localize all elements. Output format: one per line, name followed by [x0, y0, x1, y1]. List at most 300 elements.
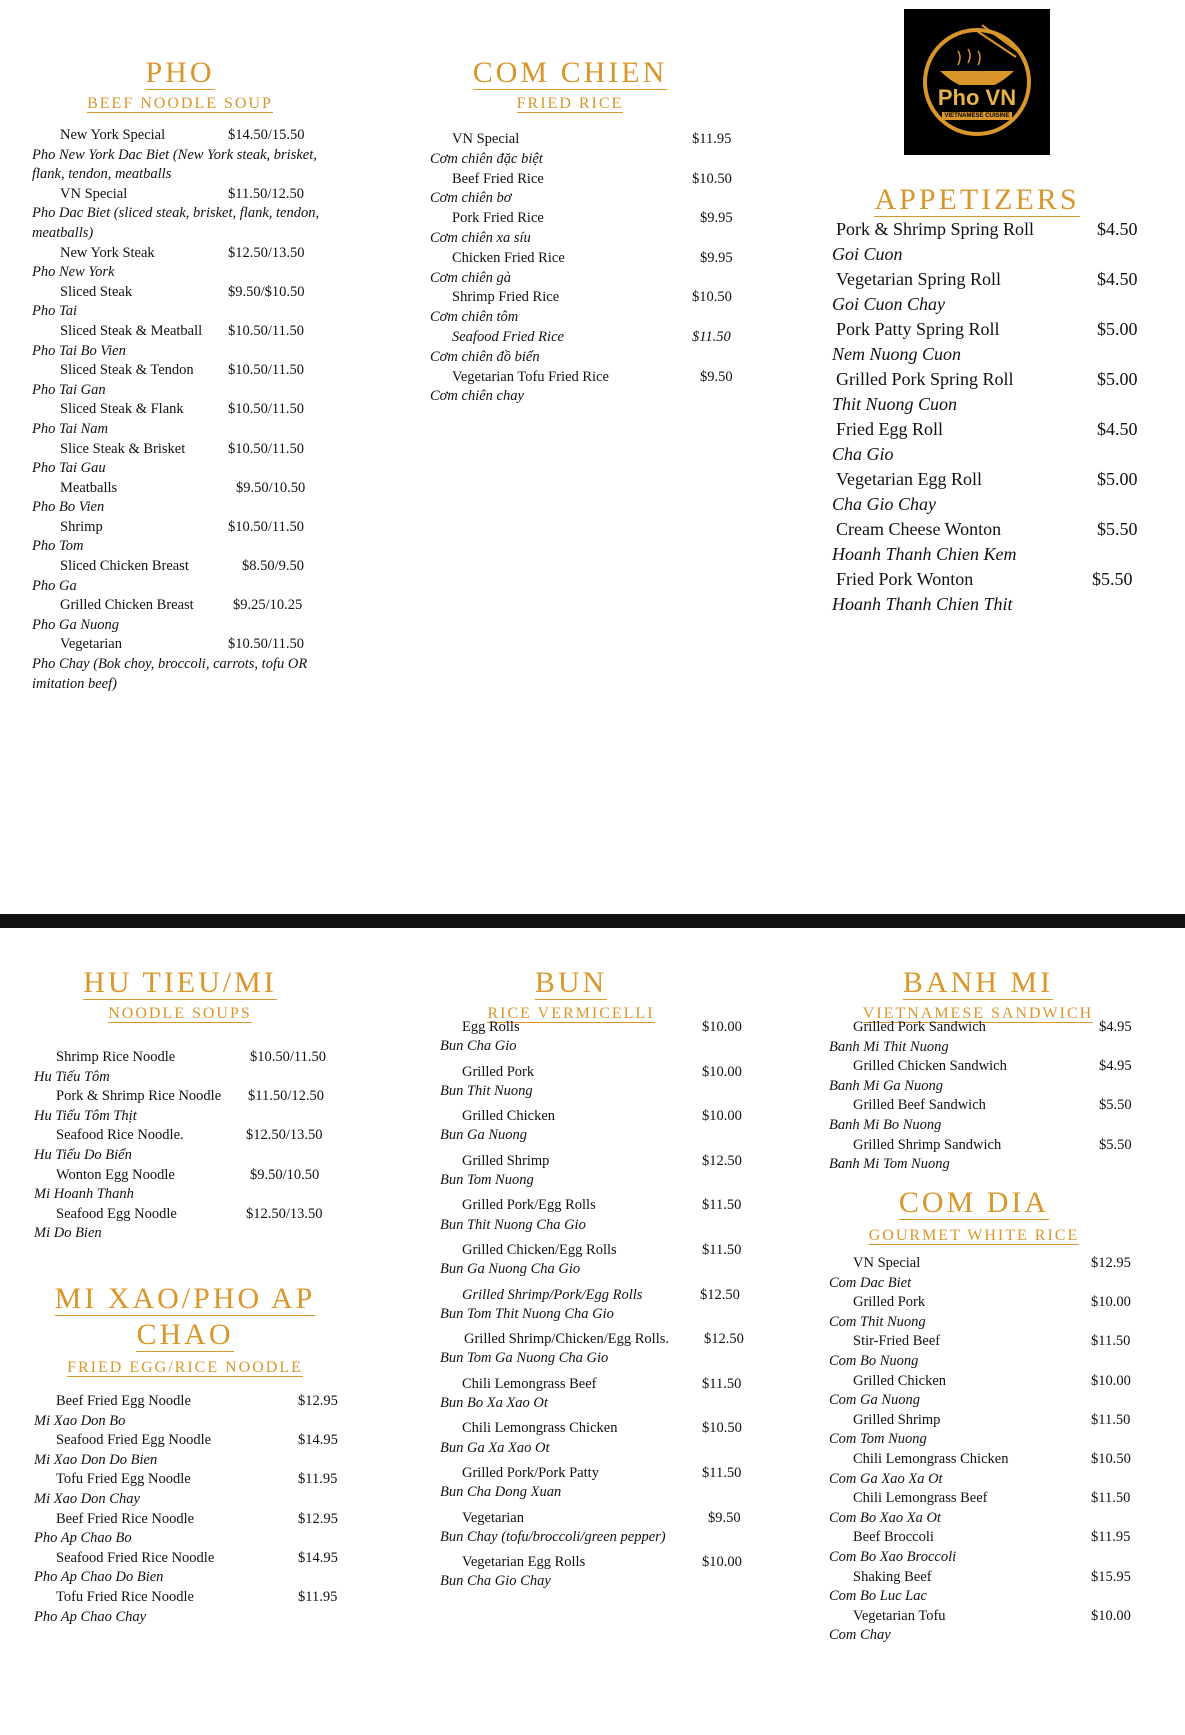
item-name: Tofu Fried Egg Noodle [56, 1471, 191, 1488]
item-name: Grilled Pork Spring Roll [836, 369, 1014, 389]
section-subtitle: VIETNAMESE SANDWICH [862, 1005, 1094, 1022]
menu-item [32, 126, 352, 185]
menu-item [32, 479, 352, 518]
menu-item [34, 1510, 364, 1549]
item-price: $10.00 [1091, 1607, 1131, 1624]
item-price: $10.00 [1091, 1372, 1131, 1389]
item-vietnamese: Bun Tom Nuong [440, 1172, 534, 1189]
menu-item [832, 317, 1162, 367]
item-name: Pork & Shrimp Rice Noodle [56, 1088, 222, 1105]
item-vietnamese: Bun Ga Nuong [440, 1127, 527, 1144]
logo-tagline: VIETNAMESE CUISINE [942, 112, 1012, 120]
menu-item [34, 1470, 364, 1509]
item-name: Grilled Pork [853, 1294, 926, 1311]
menu-item [440, 1553, 770, 1592]
item-name: Shrimp Rice Noodle [56, 1049, 176, 1065]
item-vietnamese: Cơm chiên đặc biệt [430, 150, 543, 167]
menu-item [440, 1196, 770, 1235]
item-price: $11.95 [1091, 1529, 1131, 1546]
section-title-line2: CHAO [136, 1318, 234, 1351]
item-price: $10.50/11.50 [228, 362, 304, 379]
item-vietnamese: Com Bo Xao Broccoli [829, 1548, 957, 1565]
item-price: $11.50 [692, 328, 731, 345]
item-price: $10.50/11.50 [228, 636, 304, 653]
item-name: VN Special [60, 185, 128, 202]
item-price: $14.95 [298, 1549, 338, 1566]
item-name: Grilled Shrimp/Chicken/Egg Rolls. [464, 1331, 670, 1348]
item-name: Chicken Fried Rice [452, 249, 565, 266]
item-name: Egg Rolls [462, 1019, 520, 1035]
menu-item [829, 1450, 1159, 1489]
section-title: BANH MI [902, 966, 1054, 999]
item-price: $9.95 [700, 210, 733, 227]
section-title: PHO [145, 56, 215, 89]
item-name: Grilled Shrimp [853, 1411, 941, 1428]
item-vietnamese: Pho Dac Biet (sliced steak, brisket, flank, tendon, meatballs) [32, 205, 320, 241]
item-name: New York Steak [60, 244, 155, 261]
item-vietnamese: Bun Bo Xa Xao Ot [440, 1395, 548, 1412]
menu-item [430, 328, 760, 368]
item-vietnamese: Bun Tom Ga Nuong Cha Gio [440, 1350, 609, 1367]
logo-emblem-icon [904, 9, 1050, 155]
item-vietnamese: Cơm chiên gà [430, 269, 512, 286]
item-price: $5.00 [1097, 469, 1138, 489]
item-price: $5.50 [1097, 519, 1138, 539]
item-price: $10.50 [692, 289, 732, 306]
menu-item [34, 1549, 364, 1588]
item-name: Vegetarian Tofu [853, 1607, 946, 1624]
menu-item [32, 283, 352, 322]
menu-item [440, 1464, 770, 1503]
section-subtitle: FRIED RICE [516, 95, 624, 112]
item-vietnamese: Com Chay [829, 1627, 891, 1644]
item-price: $4.50 [1097, 419, 1138, 439]
menu-item [440, 1107, 770, 1146]
item-vietnamese: Mi Do Bien [34, 1225, 102, 1242]
item-price: $11.50 [1091, 1333, 1131, 1350]
menu-item [34, 1205, 354, 1244]
item-vietnamese: Pho Tai Gau [32, 460, 106, 477]
item-name: Chili Lemongrass Chicken [462, 1420, 618, 1437]
menu-item [34, 1087, 354, 1126]
item-name: VN Special [853, 1255, 921, 1271]
item-name: Pork & Shrimp Spring Roll [836, 219, 1035, 239]
item-price: $11.50 [702, 1375, 742, 1392]
item-name: Grilled Chicken [462, 1108, 556, 1125]
item-vietnamese: Banh Mi Bo Nuong [829, 1116, 942, 1133]
item-name: Chili Lemongrass Beef [853, 1490, 988, 1507]
item-name: Seafood Fried Rice Noodle [56, 1549, 215, 1566]
item-vietnamese: Pho Tai [32, 303, 77, 320]
item-price: $8.50/9.50 [242, 558, 305, 575]
item-price: $12.50/13.50 [246, 1127, 323, 1144]
page-divider [0, 914, 1185, 928]
item-price: $9.50/10.50 [236, 479, 306, 496]
logo-name: Pho VN [937, 85, 1017, 110]
item-name: Seafood Rice Noodle. [56, 1127, 184, 1144]
item-vietnamese: Mi Xao Don Chay [34, 1490, 140, 1507]
item-vietnamese: Pho Bo Vien [32, 499, 105, 516]
menu-list [430, 130, 760, 407]
item-name: Beef Fried Egg Noodle [56, 1393, 191, 1409]
item-name: Grilled Shrimp Sandwich [853, 1136, 1002, 1153]
menu-item [34, 1392, 364, 1431]
item-name: Wonton Egg Noodle [56, 1166, 175, 1183]
menu-item [430, 170, 760, 210]
menu-item [829, 1136, 1159, 1175]
item-price: $10.50/11.50 [228, 518, 304, 535]
item-name: Grilled Shrimp [462, 1152, 550, 1169]
menu-item [832, 367, 1162, 417]
item-vietnamese: Pho Chay (Bok choy, broccoli, carrots, tofu OR imitation beef) [32, 656, 308, 692]
item-name: Pork Fried Rice [452, 210, 544, 227]
menu-item [430, 209, 760, 249]
item-price: $9.50/$10.50 [228, 283, 305, 300]
item-vietnamese: Cha Gio [832, 444, 894, 464]
item-price: $10.50 [692, 170, 732, 187]
section-title: HU TIEU/MI [83, 966, 277, 999]
menu-item [440, 1152, 770, 1191]
item-vietnamese: Com Bo Luc Lac [829, 1588, 927, 1605]
item-price: $4.50 [1097, 269, 1138, 289]
item-vietnamese: Bun Tom Thit Nuong Cha Gio [440, 1305, 614, 1322]
item-name: Beef Broccoli [853, 1529, 934, 1546]
item-price: $10.00 [1091, 1294, 1131, 1311]
item-price: $11.50 [702, 1241, 742, 1258]
menu-item [440, 1509, 770, 1548]
item-name: Grilled Chicken Breast [60, 597, 194, 614]
item-price: $10.50/11.50 [250, 1049, 326, 1065]
menu-item [32, 440, 352, 479]
item-vietnamese: Bun Thit Nuong Cha Gio [440, 1216, 586, 1233]
item-vietnamese: Hoanh Thanh Chien Kem [832, 544, 1017, 564]
menu-item [829, 1411, 1159, 1450]
menu-item [829, 1293, 1159, 1332]
item-vietnamese: Cơm chiên xa síu [430, 229, 531, 246]
menu-item [34, 1431, 364, 1470]
item-price: $11.95 [692, 131, 732, 147]
item-name: Sliced Steak & Tendon [60, 362, 194, 379]
section-subtitle: NOODLE SOUPS [108, 1005, 252, 1022]
menu-item [829, 1372, 1159, 1411]
item-name: Vegetarian Egg Roll [836, 469, 982, 489]
item-name: Fried Pork Wonton [836, 569, 974, 589]
item-vietnamese: Pho Ga Nuong [32, 616, 119, 633]
item-name: Grilled Shrimp/Pork/Egg Rolls [462, 1286, 643, 1303]
item-name: Slice Steak & Brisket [60, 440, 186, 457]
item-price: $10.00 [702, 1554, 742, 1571]
item-price: $12.50 [702, 1152, 742, 1169]
item-price: $9.50 [700, 368, 733, 385]
menu-item [440, 1241, 770, 1280]
item-price: $9.50 [708, 1509, 741, 1526]
menu-item [832, 517, 1162, 567]
item-price: $10.00 [702, 1019, 742, 1035]
pho-section [32, 56, 352, 694]
item-vietnamese: Com Ga Nuong [829, 1392, 921, 1409]
item-price: $11.50 [1091, 1411, 1131, 1428]
item-vietnamese: Com Tom Nuong [829, 1431, 927, 1448]
menu-item [829, 1528, 1159, 1567]
section-title: MI XAO/PHO AP [54, 1282, 316, 1315]
item-price: $11.50/12.50 [228, 185, 304, 202]
item-vietnamese: Bun Chay (tofu/broccoli/green pepper) [440, 1528, 666, 1545]
menu-item [832, 467, 1162, 517]
menu-item [32, 518, 352, 557]
item-price: $15.95 [1091, 1568, 1131, 1585]
item-vietnamese: Pho New York Dac Biet (New York steak, brisket, flank, tendon, meatballs [32, 146, 317, 183]
item-vietnamese: Cha Gio Chay [832, 494, 937, 514]
item-vietnamese: Com Thit Nuong [829, 1313, 926, 1330]
item-vietnamese: Com Ga Xao Xa Ot [829, 1470, 943, 1487]
menu-item [829, 1096, 1159, 1135]
item-vietnamese: Cơm chiên đồ biển [430, 348, 540, 365]
section-title: COM DIA [898, 1186, 1050, 1219]
item-vietnamese: Pho Tai Bo Vien [32, 342, 126, 359]
item-price: $12.95 [298, 1510, 338, 1527]
item-vietnamese: Hu Tiếu Do Biển [34, 1146, 132, 1163]
menu-item [829, 1489, 1159, 1528]
menu-item [832, 267, 1162, 317]
item-name: Grilled Chicken [853, 1372, 947, 1389]
menu-item [34, 1048, 354, 1087]
item-name: Chili Lemongrass Chicken [853, 1450, 1009, 1467]
menu-item [34, 1166, 354, 1205]
item-vietnamese: Mi Hoanh Thanh [34, 1186, 134, 1203]
item-vietnamese: Pho Ap Chao Chay [34, 1608, 147, 1625]
item-price: $12.50 [700, 1286, 740, 1303]
item-vietnamese: Banh Mi Thit Nuong [829, 1038, 949, 1055]
menu-item [430, 249, 760, 289]
menu-item [829, 1607, 1159, 1646]
item-vietnamese: Goi Cuon Chay [832, 294, 946, 314]
item-price: $11.50/12.50 [248, 1088, 324, 1105]
item-vietnamese: Bun Cha Gio [440, 1038, 517, 1055]
section-subtitle: RICE VERMICELLI [487, 1005, 655, 1022]
item-name: Fried Egg Roll [836, 419, 943, 439]
item-vietnamese: Pho Tai Nam [32, 420, 109, 437]
menu-item [430, 368, 760, 408]
item-price: $11.95 [298, 1471, 338, 1488]
section-subtitle: FRIED EGG/RICE NOODLE [67, 1359, 303, 1376]
item-price: $10.00 [702, 1063, 742, 1080]
menu-item [440, 1419, 770, 1458]
menu-list [829, 1254, 1159, 1646]
bun-section [440, 966, 770, 1598]
item-price: $12.50/13.50 [246, 1205, 323, 1222]
item-name: Chili Lemongrass Beef [462, 1375, 597, 1392]
item-vietnamese: Pho Ap Chao Bo [34, 1530, 132, 1547]
item-price: $5.00 [1097, 319, 1138, 339]
menu-item [829, 1568, 1159, 1607]
item-name: Shaking Beef [853, 1568, 932, 1585]
item-price: $12.95 [1091, 1255, 1131, 1271]
item-vietnamese: Bun Ga Nuong Cha Gio [440, 1261, 581, 1278]
item-vietnamese: Bun Cha Gio Chay [440, 1573, 551, 1590]
item-name: Grilled Pork/Egg Rolls [462, 1197, 596, 1214]
item-vietnamese: Pho New York [32, 264, 115, 281]
item-name: Vegetarian Tofu Fried Rice [452, 368, 609, 385]
item-name: Beef Fried Rice Noodle [56, 1510, 195, 1527]
item-vietnamese: Pho Ga [32, 577, 77, 594]
item-vietnamese: Banh Mi Tom Nuong [829, 1156, 950, 1173]
item-name: Shrimp Fried Rice [452, 289, 560, 306]
item-vietnamese: Com Bo Xao Xa Ot [829, 1509, 941, 1526]
item-price: $12.50/13.50 [228, 244, 305, 261]
item-price: $11.50 [702, 1197, 742, 1214]
item-name: Grilled Beef Sandwich [853, 1097, 986, 1114]
menu-item [829, 1018, 1159, 1057]
hu-tieu-section [34, 966, 354, 1244]
item-vietnamese: Cơm chiên bơ [430, 190, 512, 207]
item-price: $10.50 [702, 1420, 742, 1437]
menu-list [440, 1018, 770, 1592]
item-vietnamese: Cơm chiên tôm [430, 309, 519, 326]
item-name: Grilled Chicken Sandwich [853, 1058, 1007, 1075]
item-price: $14.95 [298, 1432, 338, 1449]
item-price: $10.50 [1091, 1450, 1131, 1467]
item-price: $9.25/10.25 [233, 597, 303, 614]
item-price: $4.95 [1099, 1058, 1132, 1075]
item-price: $9.95 [700, 249, 733, 266]
item-price: $12.95 [298, 1393, 338, 1409]
item-name: Sliced Steak & Meatball [60, 322, 203, 339]
menu-item [832, 217, 1162, 267]
item-vietnamese: Pho Ap Chao Do Bien [34, 1569, 164, 1586]
banh-mi-section [829, 966, 1159, 1175]
mi-xao-section [34, 1282, 364, 1627]
menu-item [829, 1254, 1159, 1293]
menu-list [832, 217, 1162, 617]
item-name: Pork Patty Spring Roll [836, 319, 1000, 339]
menu-item [829, 1057, 1159, 1096]
item-price: $12.50 [704, 1331, 744, 1348]
section-title: APPETIZERS [874, 183, 1080, 216]
section-subtitle: GOURMET WHITE RICE [868, 1227, 1080, 1244]
item-name: Shrimp [60, 518, 103, 535]
menu-item [440, 1018, 770, 1057]
menu-item [829, 1332, 1159, 1371]
item-price: $14.50/15.50 [228, 127, 305, 143]
item-name: Vegetarian [60, 636, 122, 653]
item-vietnamese: Com Bo Nuong [829, 1352, 919, 1369]
section-subtitle: BEEF NOODLE SOUP [87, 95, 273, 112]
menu-item [430, 130, 760, 170]
item-name: Grilled Pork Sandwich [853, 1019, 986, 1035]
menu-item [32, 361, 352, 400]
item-name: Sliced Steak [60, 283, 133, 300]
menu-item [440, 1330, 770, 1369]
menu-item [32, 322, 352, 361]
item-vietnamese: Bun Thit Nuong [440, 1082, 533, 1099]
menu-item [440, 1063, 770, 1102]
menu-item [32, 596, 352, 635]
item-vietnamese: Com Dac Biet [829, 1274, 912, 1291]
menu-list [34, 1392, 364, 1627]
menu-item [32, 400, 352, 439]
menu-item [34, 1126, 354, 1165]
item-name: Grilled Pork [462, 1063, 535, 1080]
item-price: $4.95 [1099, 1019, 1132, 1035]
menu-item [34, 1588, 364, 1627]
menu-list [829, 1018, 1159, 1175]
item-name: Grilled Pork/Pork Patty [462, 1464, 599, 1481]
menu-item [32, 185, 352, 244]
menu-list [34, 1048, 354, 1244]
item-vietnamese: Mi Xao Don Do Bien [34, 1451, 158, 1468]
item-price: $10.50/11.50 [228, 440, 304, 457]
item-name: Sliced Steak & Flank [60, 401, 184, 418]
item-vietnamese: Thit Nuong Cuon [832, 394, 958, 414]
item-vietnamese: Goi Cuon [832, 244, 903, 264]
item-vietnamese: Nem Nuong Cuon [832, 344, 962, 364]
menu-item [430, 288, 760, 328]
item-price: $10.00 [702, 1108, 742, 1125]
restaurant-logo [904, 9, 1050, 155]
item-price: $4.50 [1097, 219, 1138, 239]
item-name: Tofu Fried Rice Noodle [56, 1588, 194, 1605]
item-vietnamese: Hoanh Thanh Chien Thit [832, 594, 1013, 614]
menu-item [832, 417, 1162, 467]
item-name: Sliced Chicken Breast [60, 558, 189, 575]
menu-item [32, 557, 352, 596]
item-vietnamese: Pho Tai Gan [32, 381, 106, 398]
item-name: Vegetarian Egg Rolls [462, 1554, 586, 1571]
item-name: Cream Cheese Wonton [836, 519, 1002, 539]
item-price: $11.50 [702, 1464, 742, 1481]
item-name: Seafood Fried Rice [452, 328, 564, 345]
item-name: Stir-Fried Beef [853, 1333, 941, 1350]
item-name: New York Special [60, 127, 166, 143]
menu-item [32, 244, 352, 283]
item-name: Seafood Egg Noodle [56, 1205, 177, 1222]
item-name: Grilled Chicken/Egg Rolls [462, 1241, 617, 1258]
item-name: Beef Fried Rice [452, 170, 544, 187]
menu-item [440, 1286, 770, 1325]
item-price: $10.50/11.50 [228, 322, 304, 339]
item-name: Meatballs [60, 479, 118, 496]
com-chien-section [430, 56, 760, 407]
com-dia-section [829, 1186, 1159, 1646]
item-price: $9.50/10.50 [250, 1166, 320, 1183]
item-name: Vegetarian [462, 1509, 524, 1526]
appetizers-section [832, 183, 1162, 617]
item-price: $5.50 [1092, 569, 1133, 589]
section-title: COM CHIEN [472, 56, 668, 89]
item-name: Seafood Fried Egg Noodle [56, 1432, 212, 1449]
menu-item [440, 1375, 770, 1414]
item-price: $5.00 [1097, 369, 1138, 389]
item-vietnamese: Pho Tom [32, 538, 84, 555]
item-vietnamese: Bun Ga Xa Xao Ot [440, 1439, 550, 1456]
item-vietnamese: Hu Tiếu Tôm Thịt [34, 1107, 137, 1124]
item-price: $11.95 [298, 1588, 338, 1605]
menu-list [32, 126, 352, 694]
item-name: VN Special [452, 131, 520, 147]
item-vietnamese: Bun Cha Dong Xuan [440, 1484, 562, 1501]
menu-item [832, 567, 1162, 617]
item-vietnamese: Mi Xao Don Bo [34, 1412, 126, 1429]
item-name: Vegetarian Spring Roll [836, 269, 1001, 289]
item-vietnamese: Cơm chiên chay [430, 388, 524, 405]
item-price: $10.50/11.50 [228, 401, 304, 418]
item-vietnamese: Banh Mi Ga Nuong [829, 1077, 943, 1094]
item-price: $11.50 [1091, 1490, 1131, 1507]
item-price: $5.50 [1099, 1136, 1132, 1153]
section-title: BUN [534, 966, 608, 999]
menu-item [32, 635, 352, 694]
item-price: $5.50 [1099, 1097, 1132, 1114]
